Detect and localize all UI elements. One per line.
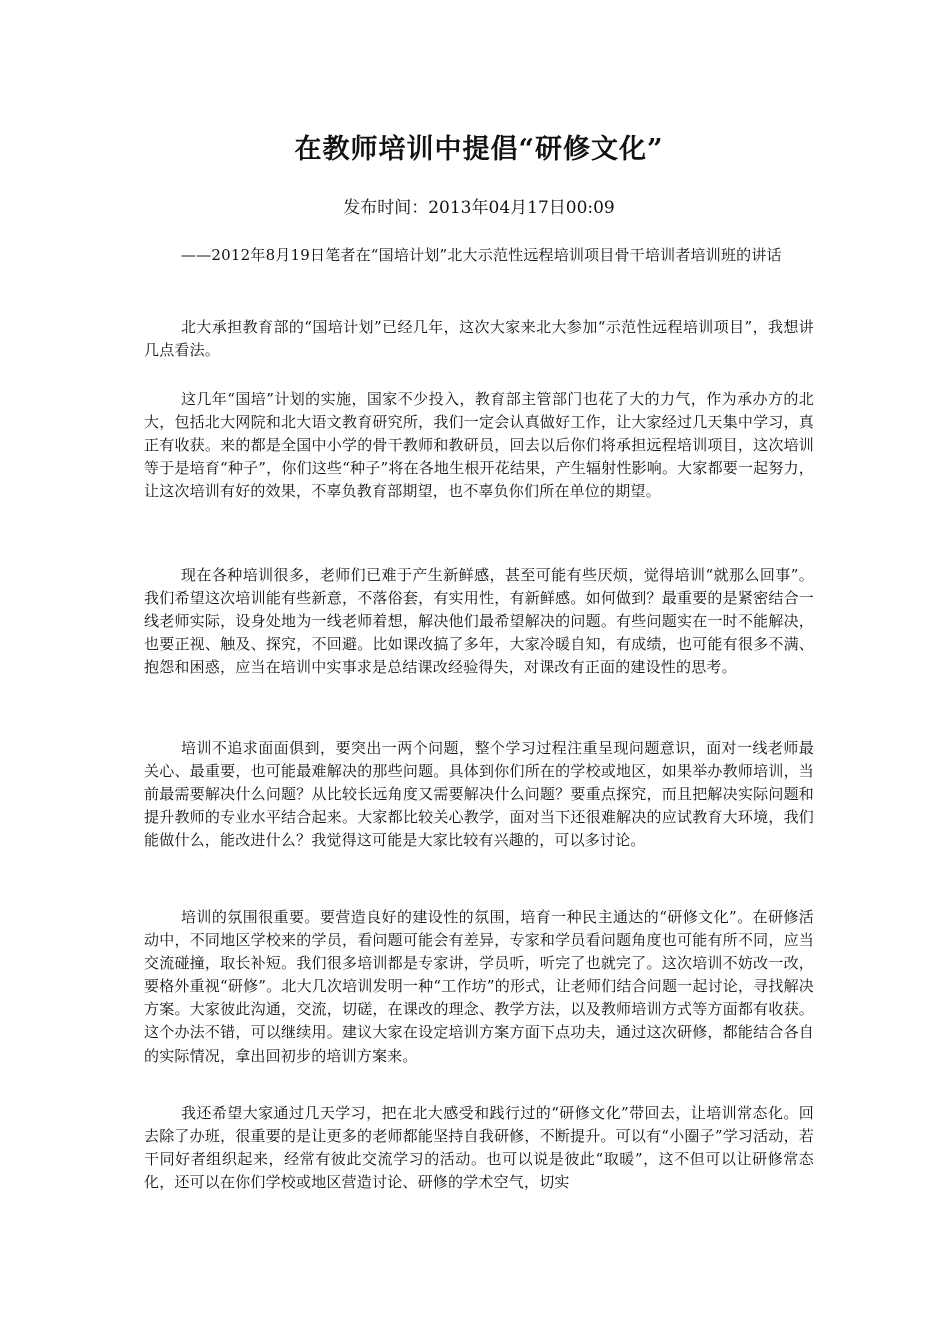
article-title: 在教师培训中提倡“研修文化” xyxy=(294,134,664,165)
paragraph-2: 这几年“国培”计划的实施，国家不少投入，教育部主管部门也花了大的力气，作为承办方的北大，包括北大网院和北大语文教育研究所，我们一定会认真做好工作，让大家经过几天集中学习，真正有收获。来的都是全国中小学的骨干教师和教研员，回去以后你们将承担远程培训项目，这次培训等于是培育“种子”，你们这些“种子”将在各地生根开花结果，产生辐射性影响。大家都要一起努力，让这次培训有好的效果，不辜负教育部期望，也不辜负你们所在单位的期望。 xyxy=(144,390,814,501)
paragraph-4: 培训不追求面面俱到，要突出一两个问题，整个学习过程注重呈现问题意识，面对一线老师最关心、最重要，也可能最难解决的那些问题。具体到你们所在的学校或地区，如果举办教师培训，当前最需要解决什么问题？从比较长远角度又需要解决什么问题？要重点探究，而且把解决实际问题和提升教师的专业水平结合起来。大家都比较关心教学，面对当下还很难解决的应试教育大环境，我们能做什么，能改进什么？我觉得这可能是大家比较有兴趣的，可以多讨论。 xyxy=(144,739,814,850)
publish-time: 发布时间：2013年04月17日00:09 xyxy=(343,198,615,218)
paragraph-1: 北大承担教育部的“国培计划”已经几年，这次大家来北大参加“示范性远程培训项目”，我想讲几点看法。 xyxy=(144,318,814,360)
paragraph-6: 我还希望大家通过几天学习，把在北大感受和践行过的“研修文化”带回去，让培训常态化。回去除了办班，很重要的是让更多的老师都能坚持自我研修，不断提升。可以有“小圈子”学习活动，若干同好者组织起来，经常有彼此交流学习的活动。也可以说是彼此“取暖”，这不但可以让研修常态化，还可以在你们学校或地区营造讨论、研修的学术空气，切实 xyxy=(144,1104,814,1192)
paragraph-subtitle: ——2012年8月19日笔者在“国培计划”北大示范性远程培训项目骨干培训者培训班的讲话 xyxy=(181,246,782,264)
paragraph-3: 现在各种培训很多，老师们已难于产生新鲜感，甚至可能有些厌烦，觉得培训“就那么回事”。我们希望这次培训能有些新意，不落俗套，有实用性，有新鲜感。如何做到？最重要的是紧密结合一线老师实际，设身处地为一线老师着想，解决他们最希望解决的问题。有些问题实在一时不能解决，也要正视、触及、探究，不回避。比如课改搞了多年，大家冷暖自知，有成绩，也可能有很多不满、抱怨和困惑，应当在培训中实事求是总结课改经验得失，对课改有正面的建设性的思考。 xyxy=(144,566,814,677)
paragraph-5: 培训的氛围很重要。要营造良好的建设性的氛围，培育一种民主通达的“研修文化”。在研修活动中，不同地区学校来的学员，看问题可能会有差异，专家和学员看问题角度也可能有所不同，应当交流碰撞，取长补短。我们很多培训都是专家讲，学员听，听完了也就完了。这次培训不妨改一改，要格外重视“研修”。北大几次培训发明一种“工作坊”的形式，让老师们结合问题一起讨论，寻找解决方案。大家彼此沟通，交流，切磋，在课改的理念、教学方法，以及教师培训方式等方面都有收获。这个办法不错，可以继续用。建议大家在设定培训方案方面下点功夫，通过这次研修，都能结合各自的实际情况，拿出回初步的培训方案来。 xyxy=(144,908,814,1065)
